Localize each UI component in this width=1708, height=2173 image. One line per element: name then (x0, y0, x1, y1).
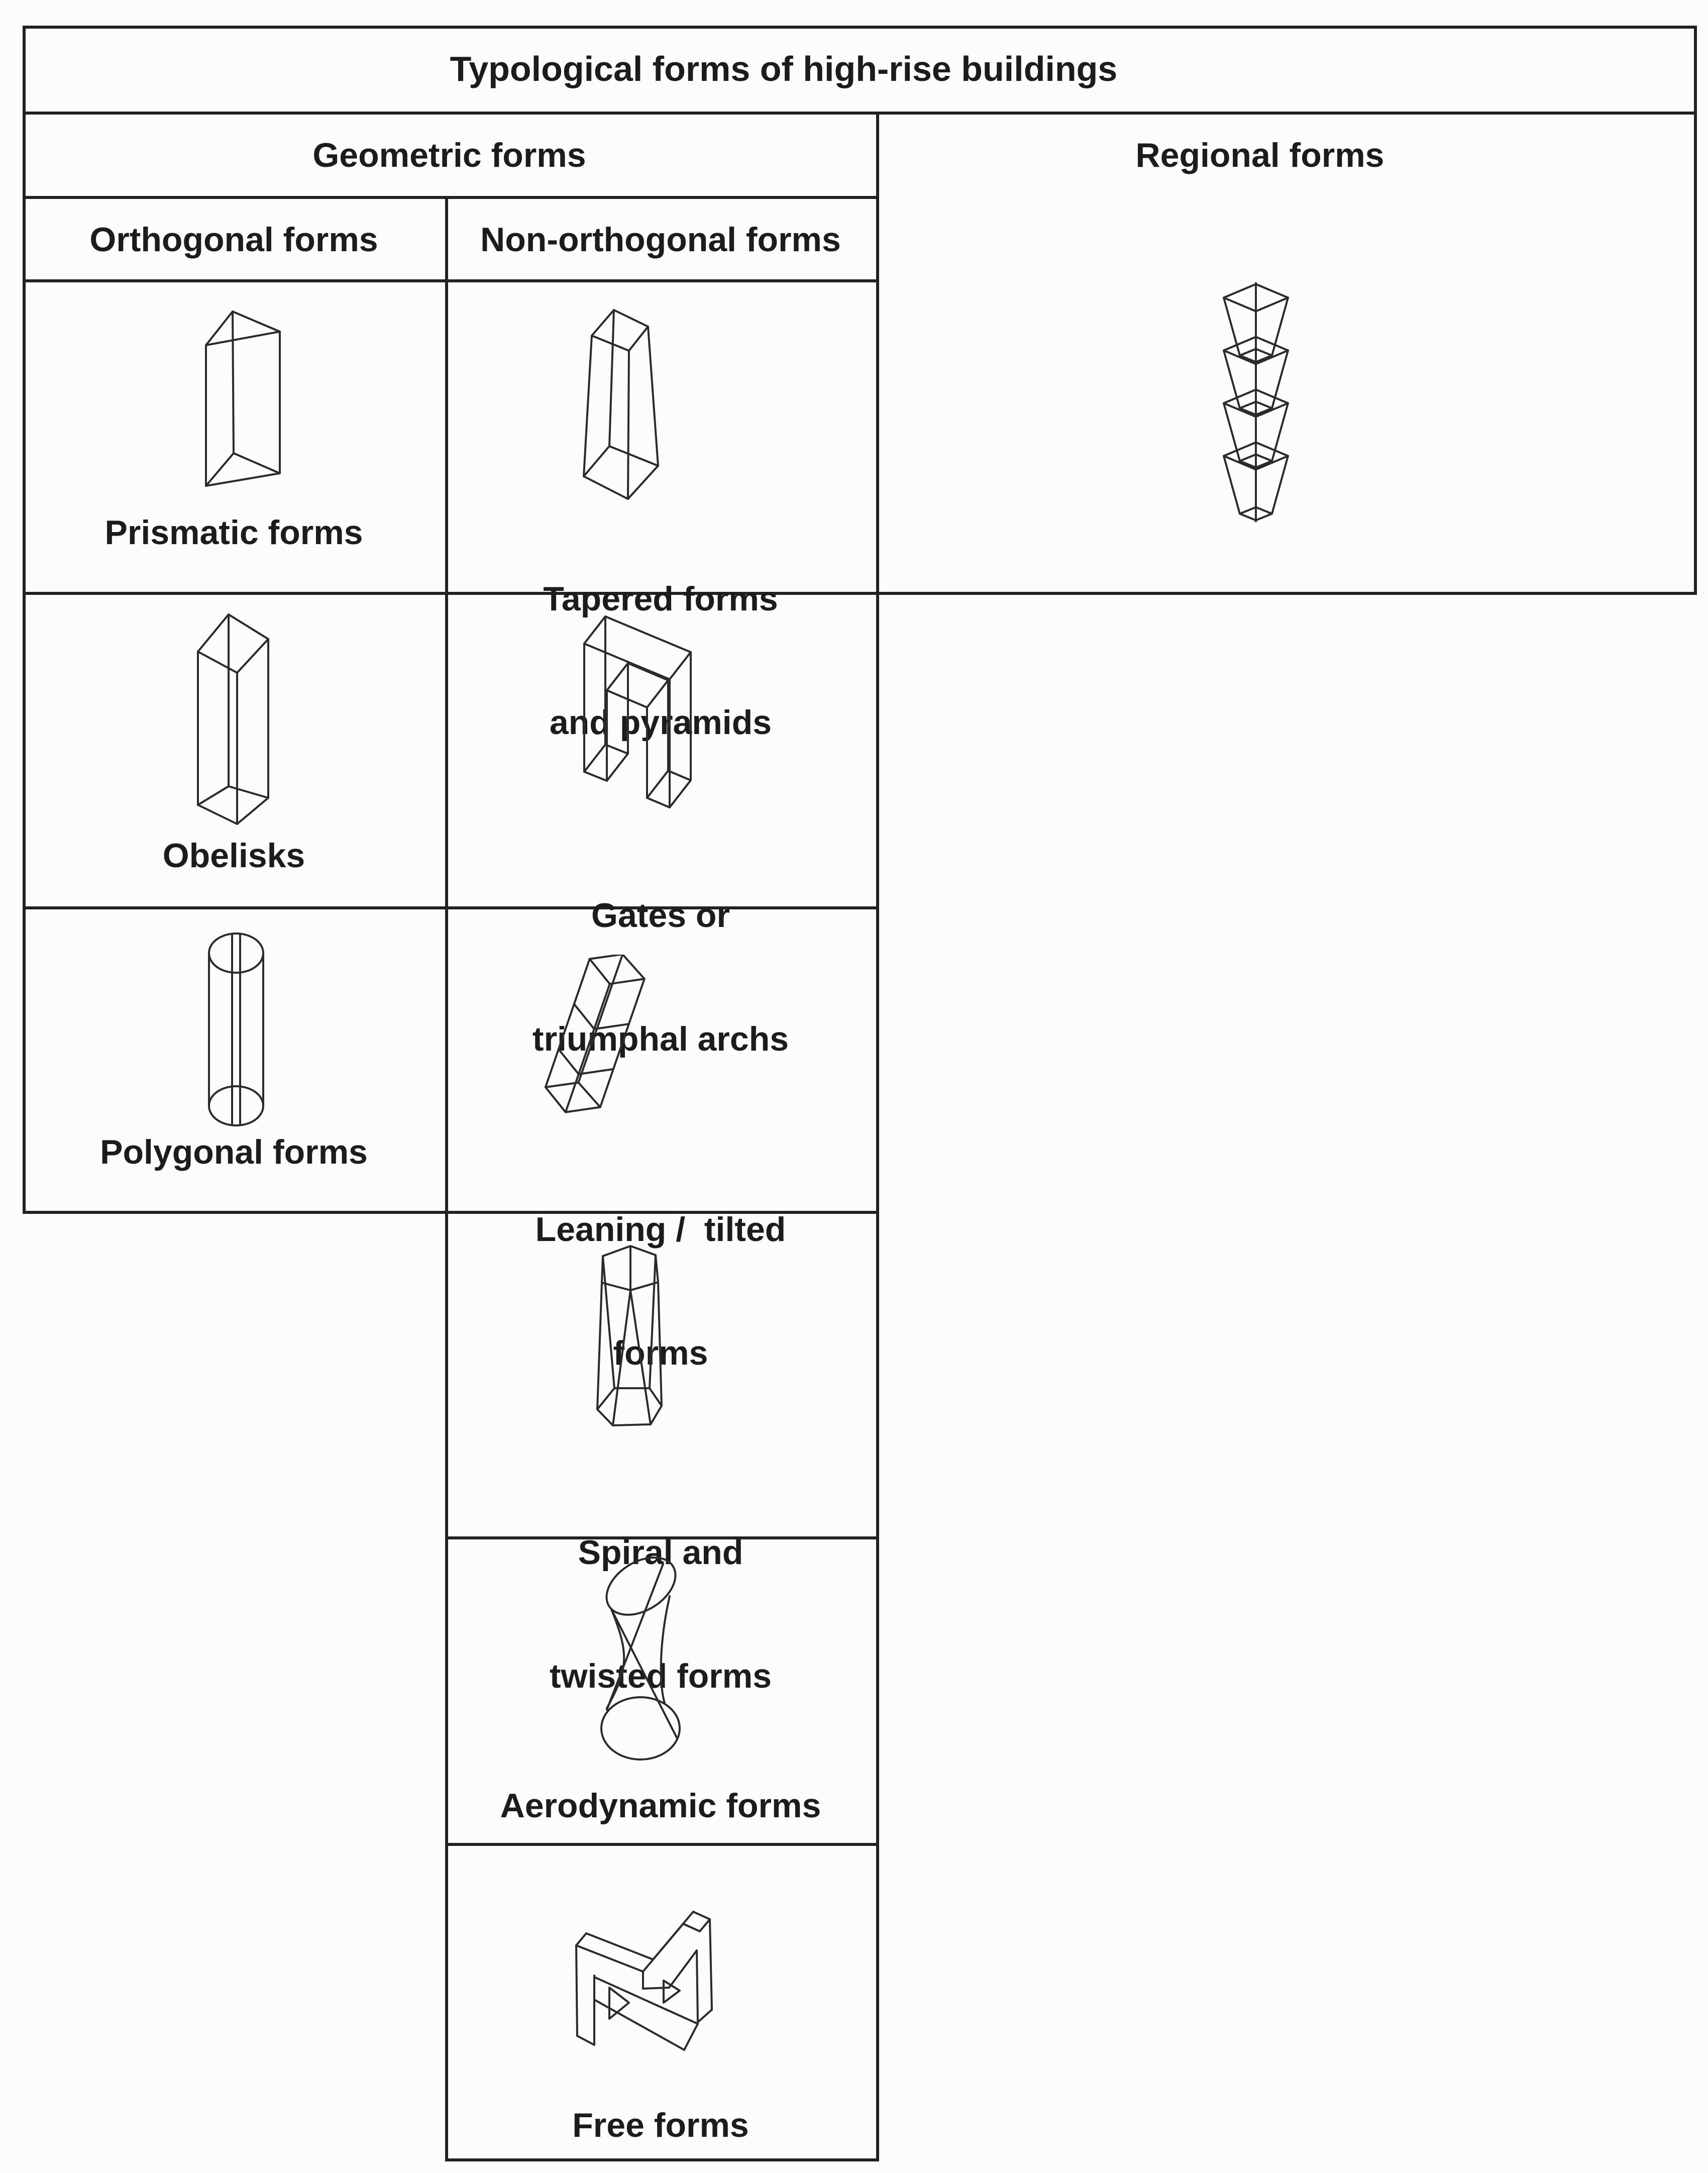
divider-under-subheaders (23, 279, 879, 282)
label-aerodynamic-forms: Aerodynamic forms (500, 1787, 821, 1825)
cylinder-wireframe-icon (207, 929, 265, 1126)
freeform-sculpture-wireframe-icon (553, 1889, 723, 2065)
label-leaning-line1: Leaning / tilted (535, 1210, 786, 1249)
label-spiral-line1: Spiral and (578, 1533, 743, 1572)
rectangular-prism-wireframe-icon (196, 609, 272, 826)
label-tapered-line2: and pyramids (549, 703, 772, 742)
arch-gate-wireframe-icon (575, 610, 700, 811)
label-prismatic-forms: Prismatic forms (104, 513, 363, 552)
tilted-box-wireframe-icon (532, 955, 648, 1128)
table-border-top (23, 26, 1697, 29)
label-spiral-line2: twisted forms (549, 1657, 772, 1695)
label-obelisks: Obelisks (162, 837, 305, 875)
header-non-orthogonal-forms: Non-orthogonal forms (480, 221, 841, 259)
divider-row5 (445, 1843, 879, 1846)
divider-geometric-regional (876, 112, 879, 2161)
label-leaning-line2: forms (613, 1334, 708, 1372)
divider-under-geometric-header (23, 196, 879, 199)
header-regional-forms: Regional forms (1135, 136, 1384, 174)
table-border-bottom (445, 2158, 879, 2161)
stacked-pagoda-wireframe-icon (1191, 259, 1322, 550)
label-gates-line1: Gates or (591, 896, 730, 935)
header-orthogonal-forms: Orthogonal forms (89, 221, 378, 259)
label-gates (445, 812, 876, 1142)
hyperboloid-wireframe-icon (599, 1553, 682, 1764)
label-gates-line2: triumphal archs (532, 1020, 789, 1058)
tapered-box-wireframe-icon (580, 306, 661, 502)
label-tapered-line1: Tapered forms (543, 580, 778, 618)
header-geometric-forms: Geometric forms (312, 136, 586, 174)
label-polygonal-forms: Polygonal forms (100, 1133, 368, 1171)
page-title: Typological forms of high-rise buildings (450, 49, 1118, 88)
table-border-left (23, 26, 26, 1214)
triangular-prism-wireframe-icon (201, 307, 284, 491)
table-border-right (1694, 26, 1697, 595)
divider-under-title (23, 112, 1697, 115)
label-free-forms: Free forms (572, 2106, 749, 2144)
twisted-prism-wireframe-icon (595, 1242, 665, 1429)
